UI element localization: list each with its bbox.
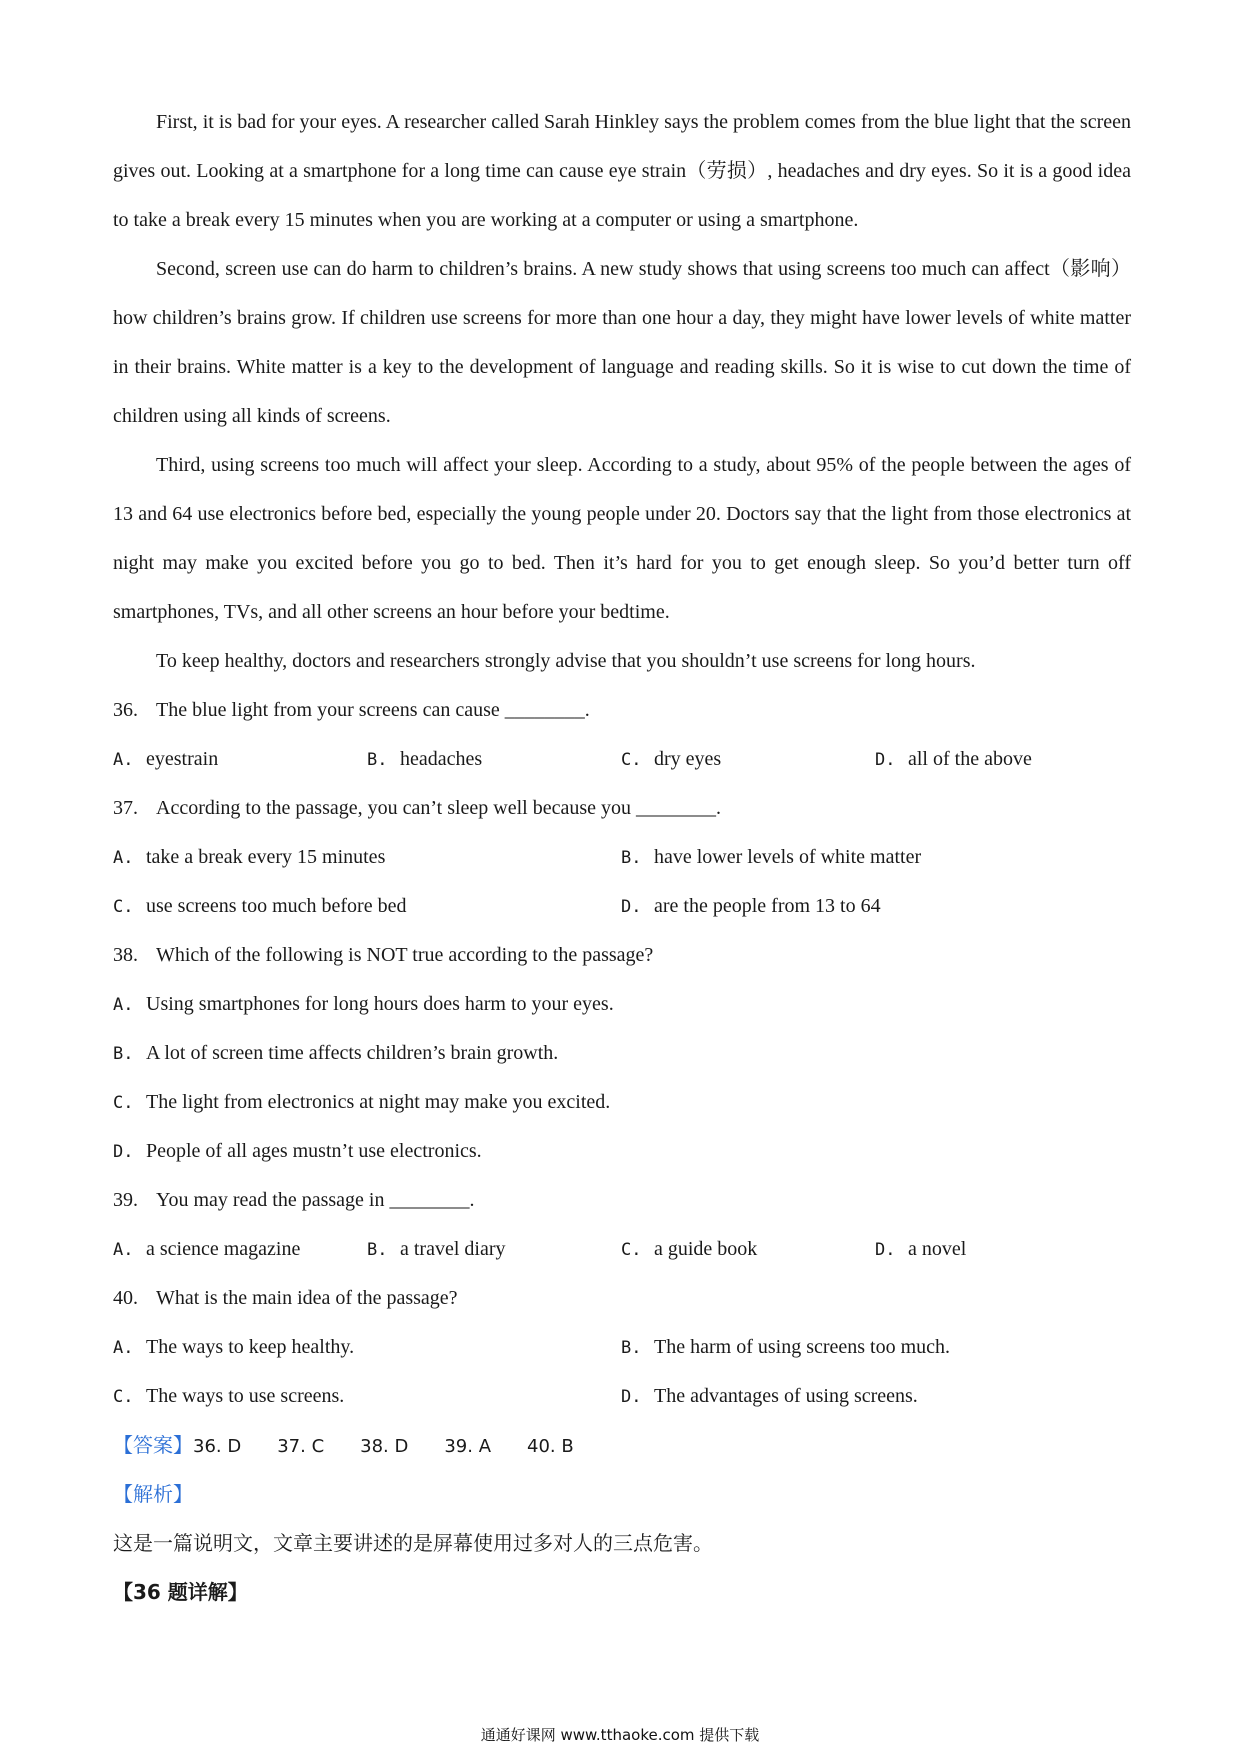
passage-paragraph-2: Second, screen use can do harm to children’s brains. A new study shows that using screens too much can affect（影响） how children’s brains grow. If children use screens for more than one hour a day, they might have lower levels of white matter in their brains. White matter is a key to the development of language and reading skills. So it is wise to cut down the time of children using all kinds of screens.	[113, 258, 1131, 427]
question-38	[113, 931, 1131, 980]
question-number: 37.	[113, 797, 138, 819]
passage-paragraph-4: To keep healthy, doctors and researchers strongly advise that you shouldn’t use screens for long hours.	[156, 650, 976, 672]
answer-item: 37. C	[277, 1436, 325, 1457]
option-a[interactable]: A. Using smartphones for long hours does harm to your eyes.	[113, 993, 614, 1015]
question-text: According to the passage, you can’t sleep well because you ________.	[156, 797, 722, 819]
question-39	[113, 1176, 1131, 1225]
answer-key	[113, 1421, 1131, 1470]
question-number: 39.	[113, 1189, 138, 1211]
analysis-heading	[113, 1470, 1131, 1519]
option-b[interactable]: B. have lower levels of white matter	[621, 846, 922, 868]
answer-label: 【答案】	[113, 1433, 193, 1457]
question-number: 36.	[113, 699, 138, 721]
question-number: 40.	[113, 1287, 138, 1309]
question-text: What is the main idea of the passage?	[156, 1287, 458, 1309]
question-37-options-row-1	[113, 833, 1131, 882]
option-c[interactable]: C. The ways to use screens.	[113, 1385, 345, 1407]
question-37	[113, 784, 1131, 833]
option-d[interactable]: D. a novel	[875, 1238, 967, 1260]
option-b[interactable]: B. A lot of screen time affects children’s brain growth.	[113, 1042, 559, 1064]
question-36-detail-heading: 【36 题详解】	[113, 1580, 248, 1604]
question-40-options-row-1	[113, 1323, 1131, 1372]
question-37-options-row-2	[113, 882, 1131, 931]
option-c[interactable]: C. dry eyes	[621, 748, 722, 770]
answer-item: 36. D	[193, 1436, 242, 1457]
page-footer: 通通好课网 www.tthaoke.com 提供下载	[480, 1726, 760, 1744]
option-c[interactable]: C. The light from electronics at night may make you excited.	[113, 1091, 611, 1113]
option-a[interactable]: A. eyestrain	[113, 748, 219, 770]
passage-paragraph-3: Third, using screens too much will affect your sleep. According to a study, about 95% of the people between the ages of 13 and 64 use electronics before bed, especially the young people under 20. Doctors say that the light from those electronics at night may make you excited before you go to bed. Then it’s hard for you to get enough sleep. So you’d better turn off smartphones, TVs, and all other screens an hour before your bedtime.	[113, 454, 1131, 623]
option-b[interactable]: B. a travel diary	[367, 1238, 506, 1260]
option-a[interactable]: A. The ways to keep healthy.	[113, 1336, 355, 1358]
answer-item: 38. D	[360, 1436, 409, 1457]
question-36-options	[113, 735, 1131, 784]
question-36	[113, 686, 1131, 735]
option-d[interactable]: D. The advantages of using screens.	[621, 1385, 918, 1407]
option-b[interactable]: B. The harm of using screens too much.	[621, 1336, 951, 1358]
option-d[interactable]: D. are the people from 13 to 64	[621, 895, 881, 917]
option-b[interactable]: B. headaches	[367, 748, 483, 770]
analysis-summary: 这是一篇说明文，文章主要讲述的是屏幕使用过多对人的三点危害。	[113, 1531, 713, 1555]
answer-item: 39. A	[444, 1436, 492, 1457]
option-c[interactable]: C. use screens too much before bed	[113, 895, 407, 917]
question-text: Which of the following is NOT true according to the passage?	[156, 944, 654, 966]
option-a[interactable]: A. a science magazine	[113, 1238, 301, 1260]
option-d[interactable]: D. all of the above	[875, 748, 1032, 770]
question-40	[113, 1274, 1131, 1323]
document-page	[113, 98, 1131, 1617]
option-d[interactable]: D. People of all ages mustn’t use electronics.	[113, 1140, 482, 1162]
analysis-label: 【解析】	[113, 1482, 193, 1506]
option-c[interactable]: C. a guide book	[621, 1238, 758, 1260]
passage-paragraph-1: First, it is bad for your eyes. A researcher called Sarah Hinkley says the problem comes from the blue light that the screen gives out. Looking at a smartphone for a long time can cause eye strain（劳损）, headaches and dry eyes. So it is a good idea to take a break every 15 minutes when you are working at a computer or using a smartphone.	[113, 111, 1131, 231]
question-40-options-row-2	[113, 1372, 1131, 1421]
option-a[interactable]: A. take a break every 15 minutes	[113, 846, 386, 868]
answer-item: 40. B	[527, 1436, 574, 1457]
question-text: You may read the passage in ________.	[156, 1189, 475, 1211]
question-39-options	[113, 1225, 1131, 1274]
question-number: 38.	[113, 944, 138, 966]
question-text: The blue light from your screens can cause ________.	[156, 699, 590, 721]
